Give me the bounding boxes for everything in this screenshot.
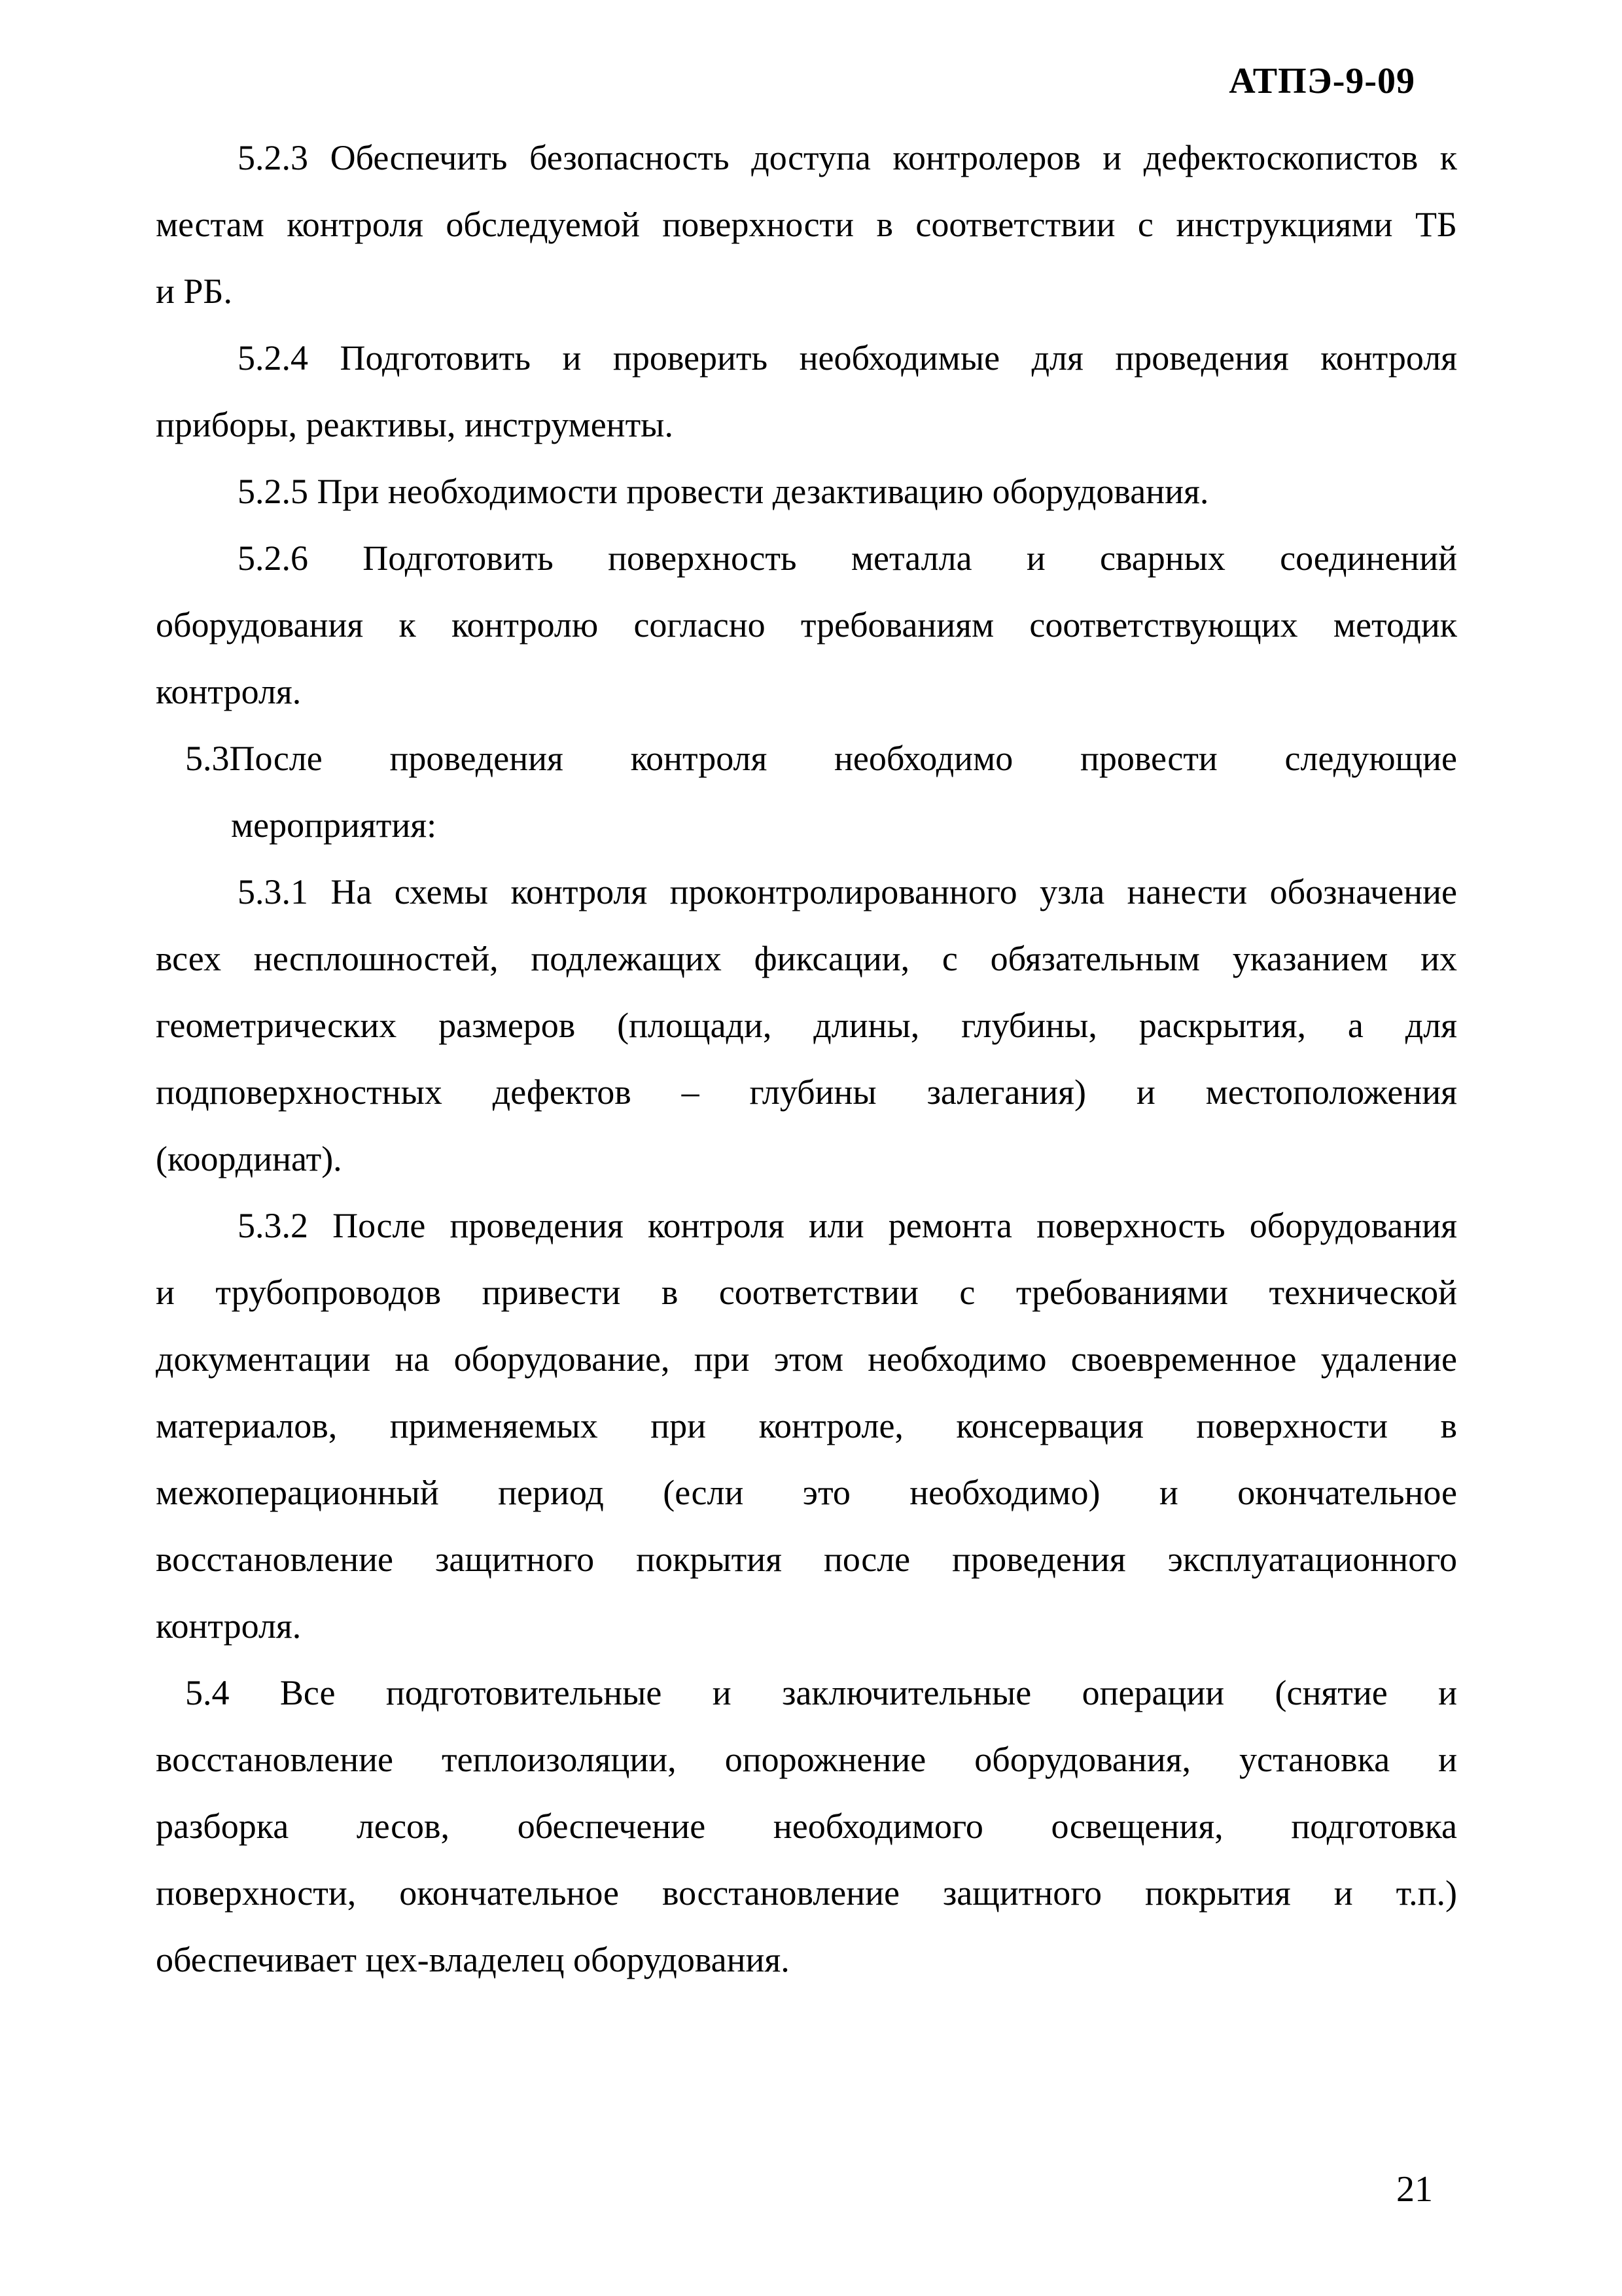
text-line: 5.2.5 При необходимости провести дезактивацию оборудования. [238, 472, 1209, 511]
text-line: межоперационный период (если это необходимо) и окончательное [156, 1473, 1457, 1512]
text-line: приборы, реактивы, инструменты. [156, 405, 673, 444]
text-line: и РБ. [156, 272, 232, 311]
text-line: всех несплошностей, подлежащих фиксации, с обязательным указанием их [156, 939, 1457, 978]
text-line: документации на оборудование, при этом необходимо своевременное удаление [156, 1339, 1457, 1379]
document-body [156, 124, 1457, 1993]
text-line: 5.2.4 Подготовить и проверить необходимые для проведения контроля [238, 338, 1457, 378]
text-line: 5.3После проведения контроля необходимо провести следующие [185, 739, 1457, 778]
text-line: 5.2.3 Обеспечить безопасность доступа контролеров и дефектоскопистов к [238, 138, 1457, 177]
document-code-header: АТПЭ-9-09 [1229, 61, 1415, 101]
text-line: 5.3.2 После проведения контроля или ремонта поверхность оборудования [238, 1206, 1457, 1245]
text-line: контроля. [156, 1606, 302, 1646]
text-line: материалов, применяемых при контроле, консервация поверхности в [156, 1406, 1457, 1445]
text-line: местам контроля обследуемой поверхности в соответствии с инструкциями ТБ [156, 205, 1457, 244]
text-line: поверхности, окончательное восстановление защитного покрытия и т.п.) [156, 1873, 1457, 1913]
text-line: разборка лесов, обеспечение необходимого освещения, подготовка [156, 1807, 1457, 1846]
text-line: 5.2.6 Подготовить поверхность металла и сварных соединений [238, 539, 1457, 578]
text-line: восстановление защитного покрытия после проведения эксплуатационного [156, 1540, 1457, 1579]
text-line: контроля. [156, 672, 302, 711]
text-line: геометрических размеров (площади, длины, глубины, раскрытия, а для [156, 1006, 1457, 1045]
text-line: подповерхностных дефектов – глубины залегания) и местоположения [156, 1072, 1457, 1112]
text-line: 5.3.1 На схемы контроля проконтролированного узла нанести обозначение [238, 872, 1457, 911]
text-line: 5.4 Все подготовительные и заключительные операции (снятие и [185, 1673, 1457, 1712]
text-line: мероприятия: [231, 805, 437, 845]
text-line: (координат). [156, 1139, 342, 1178]
text-line: обеспечивает цех-владелец оборудования. [156, 1940, 790, 1979]
text-line: оборудования к контролю согласно требованиям соответствующих методик [156, 605, 1457, 645]
page-number: 21 [1396, 2169, 1433, 2210]
text-line: восстановление теплоизоляции, опорожнение оборудования, установка и [156, 1740, 1457, 1779]
text-line: и трубопроводов привести в соответствии с требованиями технической [156, 1273, 1457, 1312]
